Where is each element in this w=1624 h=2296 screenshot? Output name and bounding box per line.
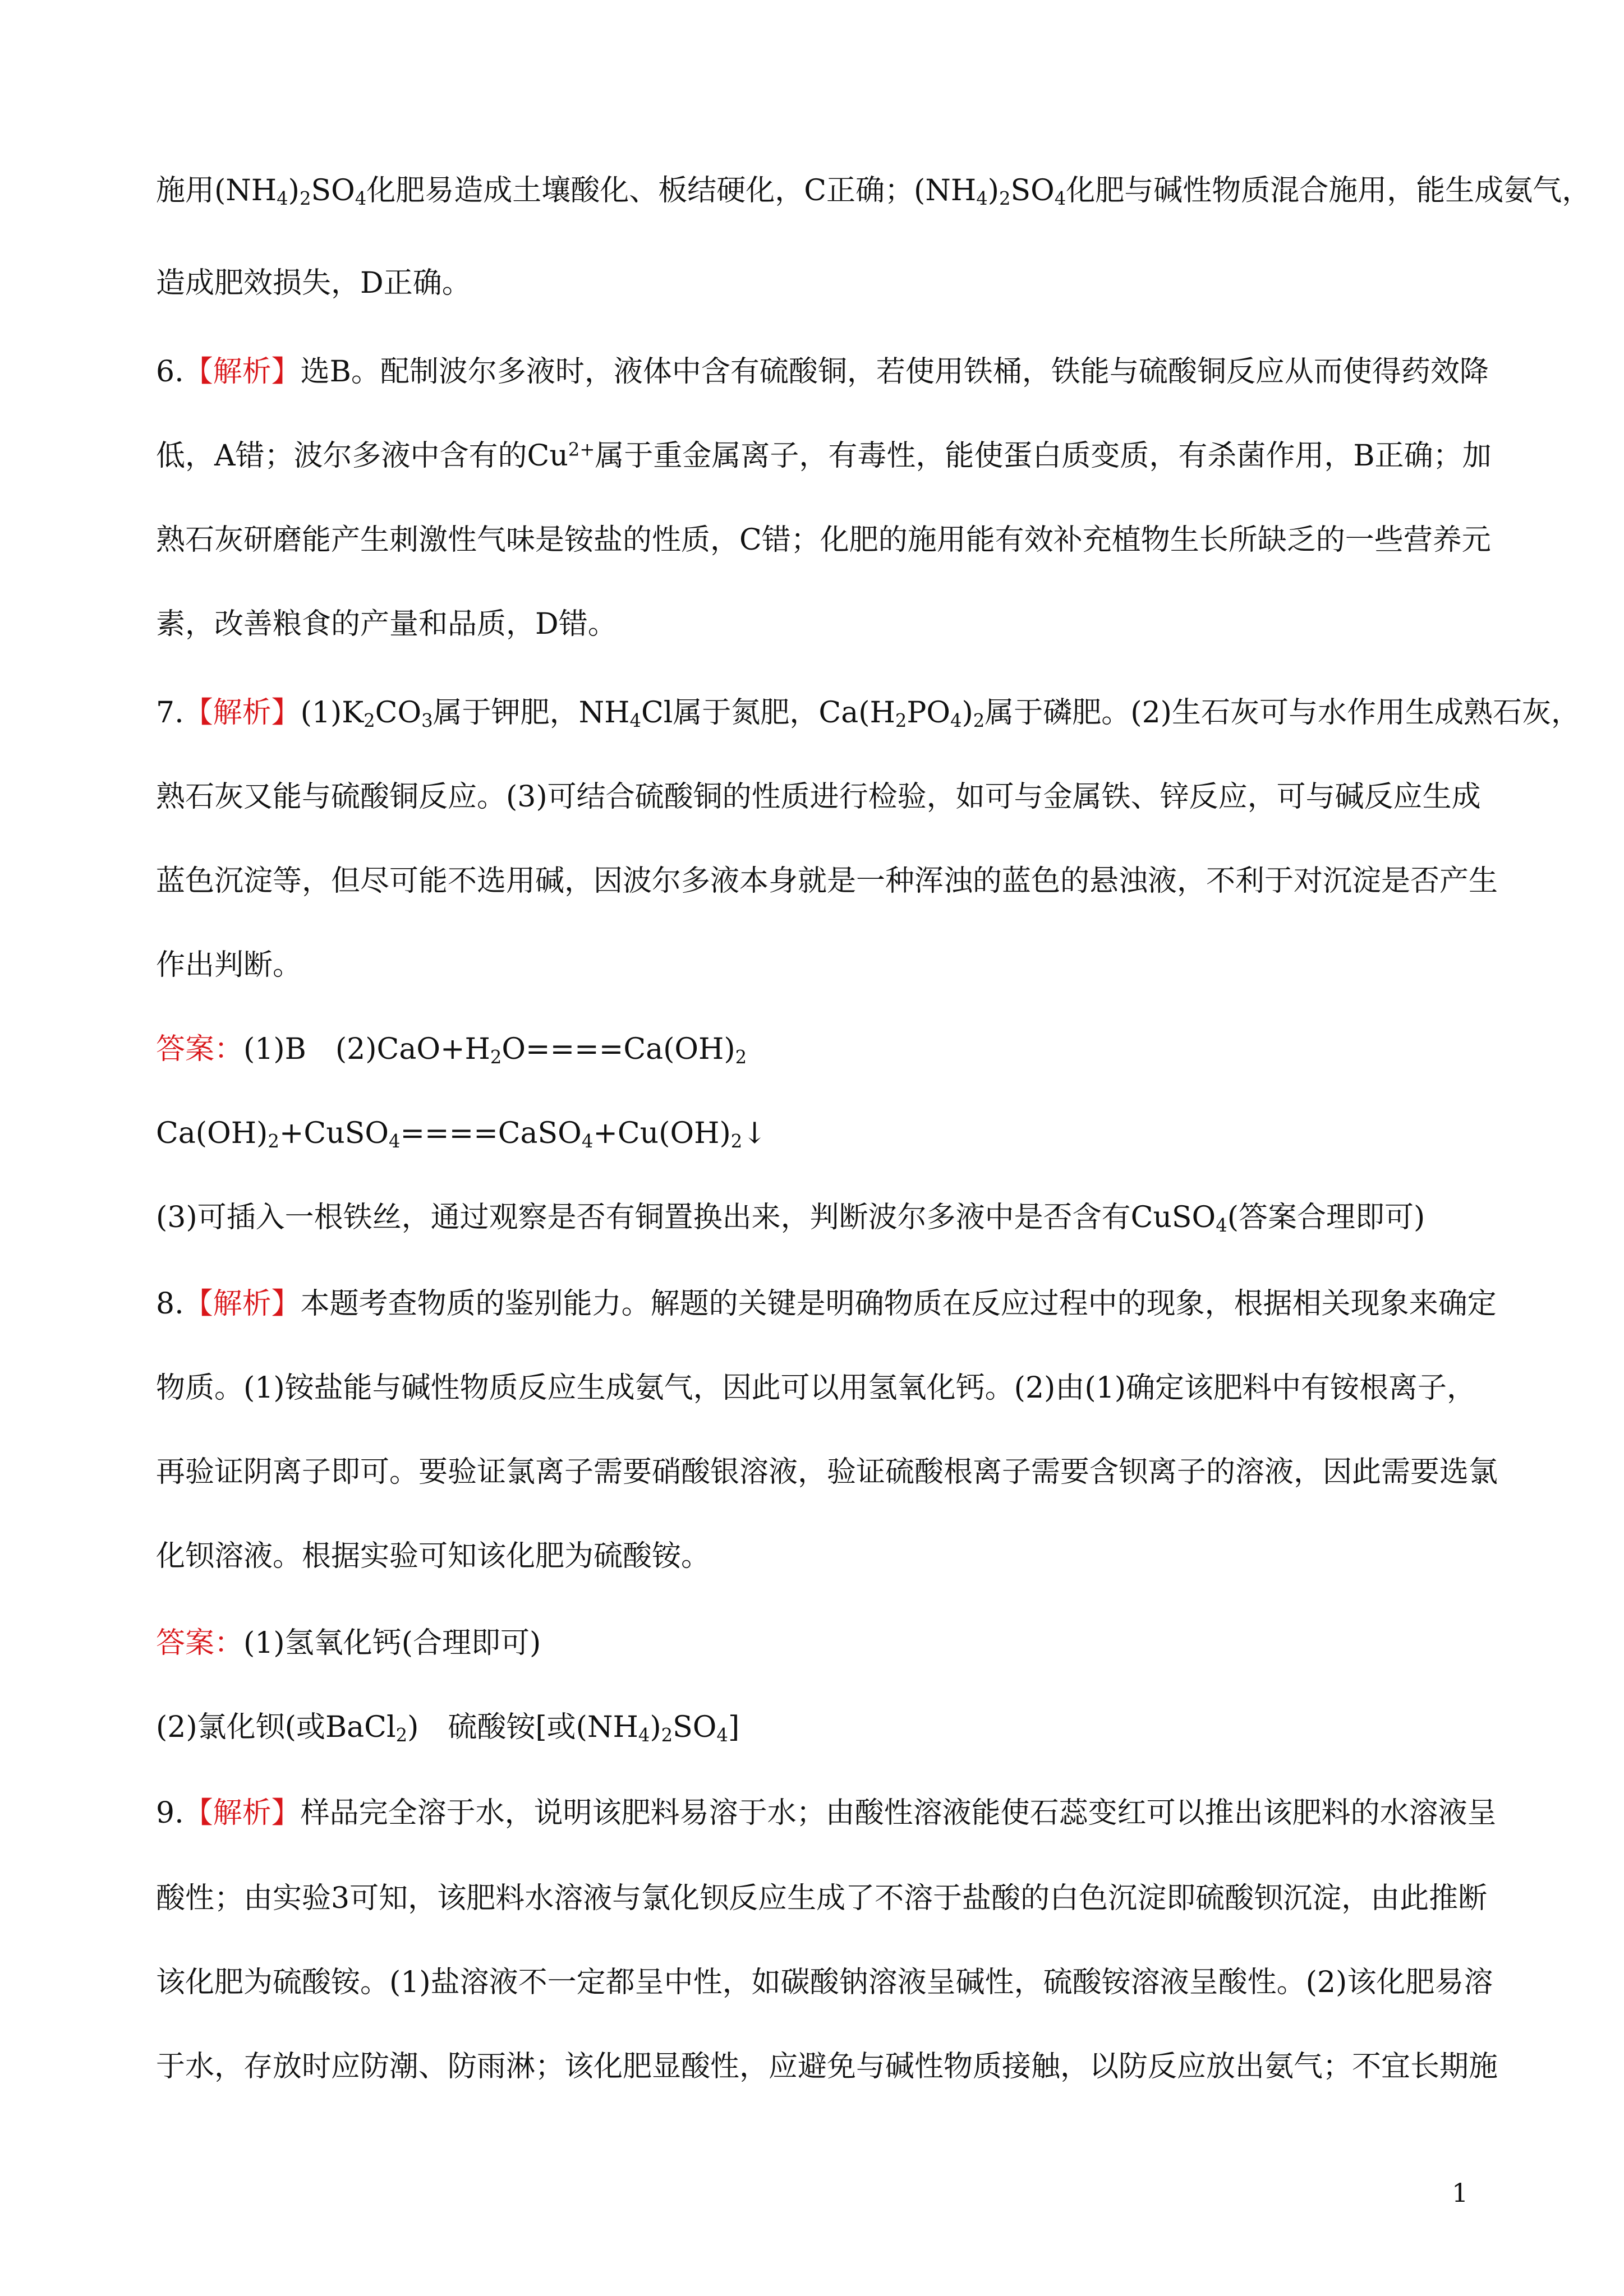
intro-line-2: 造成肥效损失，D正确。 xyxy=(156,266,471,300)
q7-answer-3: (3)可插入一根铁丝，通过观察是否有铜置换出来，判断波尔多液中是否含有CuSO$_4$(答案合理即可) xyxy=(156,1201,1425,1237)
q7-line-1: 7.【解析】$(1)K_2CO_3$属于钾肥，$NH_4Cl$属于氮肥，$Ca(H_2PO_4)_2$属于磷肥。(2)生石灰可与水作用生成熟石灰， xyxy=(156,696,1580,732)
q7-line-4: 作出判断。 xyxy=(156,948,302,982)
q6-line-1: 6.【解析】选B。配制波尔多液时，液体中含有硫酸铜，若使用铁桶，铁能与硫酸铜反应从而使得药效降 xyxy=(156,355,1489,389)
q6-line-3: 熟石灰研磨能产生刺激性气味是铵盐的性质，C错；化肥的施用能有效补充植物生长所缺乏的一些营养元 xyxy=(156,523,1491,557)
q6-line-2: 低，A错；波尔多液中含有的$Cu^{2+}$属于重金属离子，有毒性，能使蛋白质变质，有杀菌作用，B正确；加 xyxy=(156,439,1492,473)
intro-line-1: 施用$(NH_4)_2SO_4$化肥易造成土壤酸化、板结硬化，C正确；$(NH_4)_2SO_4$化肥与碱性物质混合施用，能生成氨气， xyxy=(156,174,1591,210)
analysis-tag: 【解析】 xyxy=(183,696,301,730)
q8-line-4: 化钡溶液。根据实验可知该化肥为硫酸铵。 xyxy=(156,1539,711,1573)
q8-answer-2: (2)氯化钡(或BaCl$_2$) 硫酸铵[或$(NH_4)_2SO_4$] xyxy=(156,1711,740,1746)
q7-answer-2: $Ca(OH)_2+CuSO_4====CaSO_4+Cu(OH)_2↓$ xyxy=(156,1117,767,1152)
q7-line-2: 熟石灰又能与硫酸铜反应。(3)可结合硫酸铜的性质进行检验，如可与金属铁、锌反应，可与碱反应生成 xyxy=(156,780,1481,814)
q8-line-3: 再验证阴离子即可。要验证氯离子需要硝酸银溶液，验证硫酸根离子需要含钡离子的溶液，因此需要选氯 xyxy=(156,1455,1498,1489)
analysis-tag: 【解析】 xyxy=(183,355,301,389)
q9-line-2: 酸性；由实验3可知，该肥料水溶液与氯化钡反应生成了不溶于盐酸的白色沉淀即硫酸钡沉淀，由此推断 xyxy=(156,1882,1488,1915)
q8-answer-1: 答案：(1)氢氧化钙(合理即可) xyxy=(156,1626,541,1660)
q7-line-3: 蓝色沉淀等，但尽可能不选用碱，因波尔多液本身就是一种浑浊的蓝色的悬浊液，不利于对沉淀是否产生 xyxy=(156,864,1498,898)
answer-label: 答案： xyxy=(156,1626,244,1660)
q9-line-4: 于水，存放时应防潮、防雨淋；该化肥显酸性，应避免与碱性物质接触，以防反应放出氨气；不宜长期施 xyxy=(156,2050,1498,2083)
page-number: 1 xyxy=(1452,2178,1469,2208)
q9-line-1: 9.【解析】样品完全溶于水，说明该肥料易溶于水；由酸性溶液能使石蕊变红可以推出该肥料的水溶液呈 xyxy=(156,1796,1497,1830)
q7-answer-1: 答案：(1)B $(2)CaO+H_2O====Ca(OH)_2$ xyxy=(156,1032,747,1068)
analysis-tag: 【解析】 xyxy=(183,1796,301,1830)
analysis-tag: 【解析】 xyxy=(183,1287,301,1321)
q8-line-2: 物质。(1)铵盐能与碱性物质反应生成氨气，因此可以用氢氧化钙。(2)由(1)确定该肥料中有铵根离子， xyxy=(156,1371,1476,1405)
q9-line-3: 该化肥为硫酸铵。(1)盐溶液不一定都呈中性，如碳酸钠溶液呈碱性，硫酸铵溶液呈酸性。(2)该化肥易溶 xyxy=(156,1966,1493,1999)
answer-label: 答案： xyxy=(156,1032,244,1066)
q6-line-4: 素，改善粮食的产量和品质，D错。 xyxy=(156,607,617,641)
q8-line-1: 8.【解析】本题考查物质的鉴别能力。解题的关键是明确物质在反应过程中的现象，根据相关现象来确定 xyxy=(156,1287,1497,1321)
